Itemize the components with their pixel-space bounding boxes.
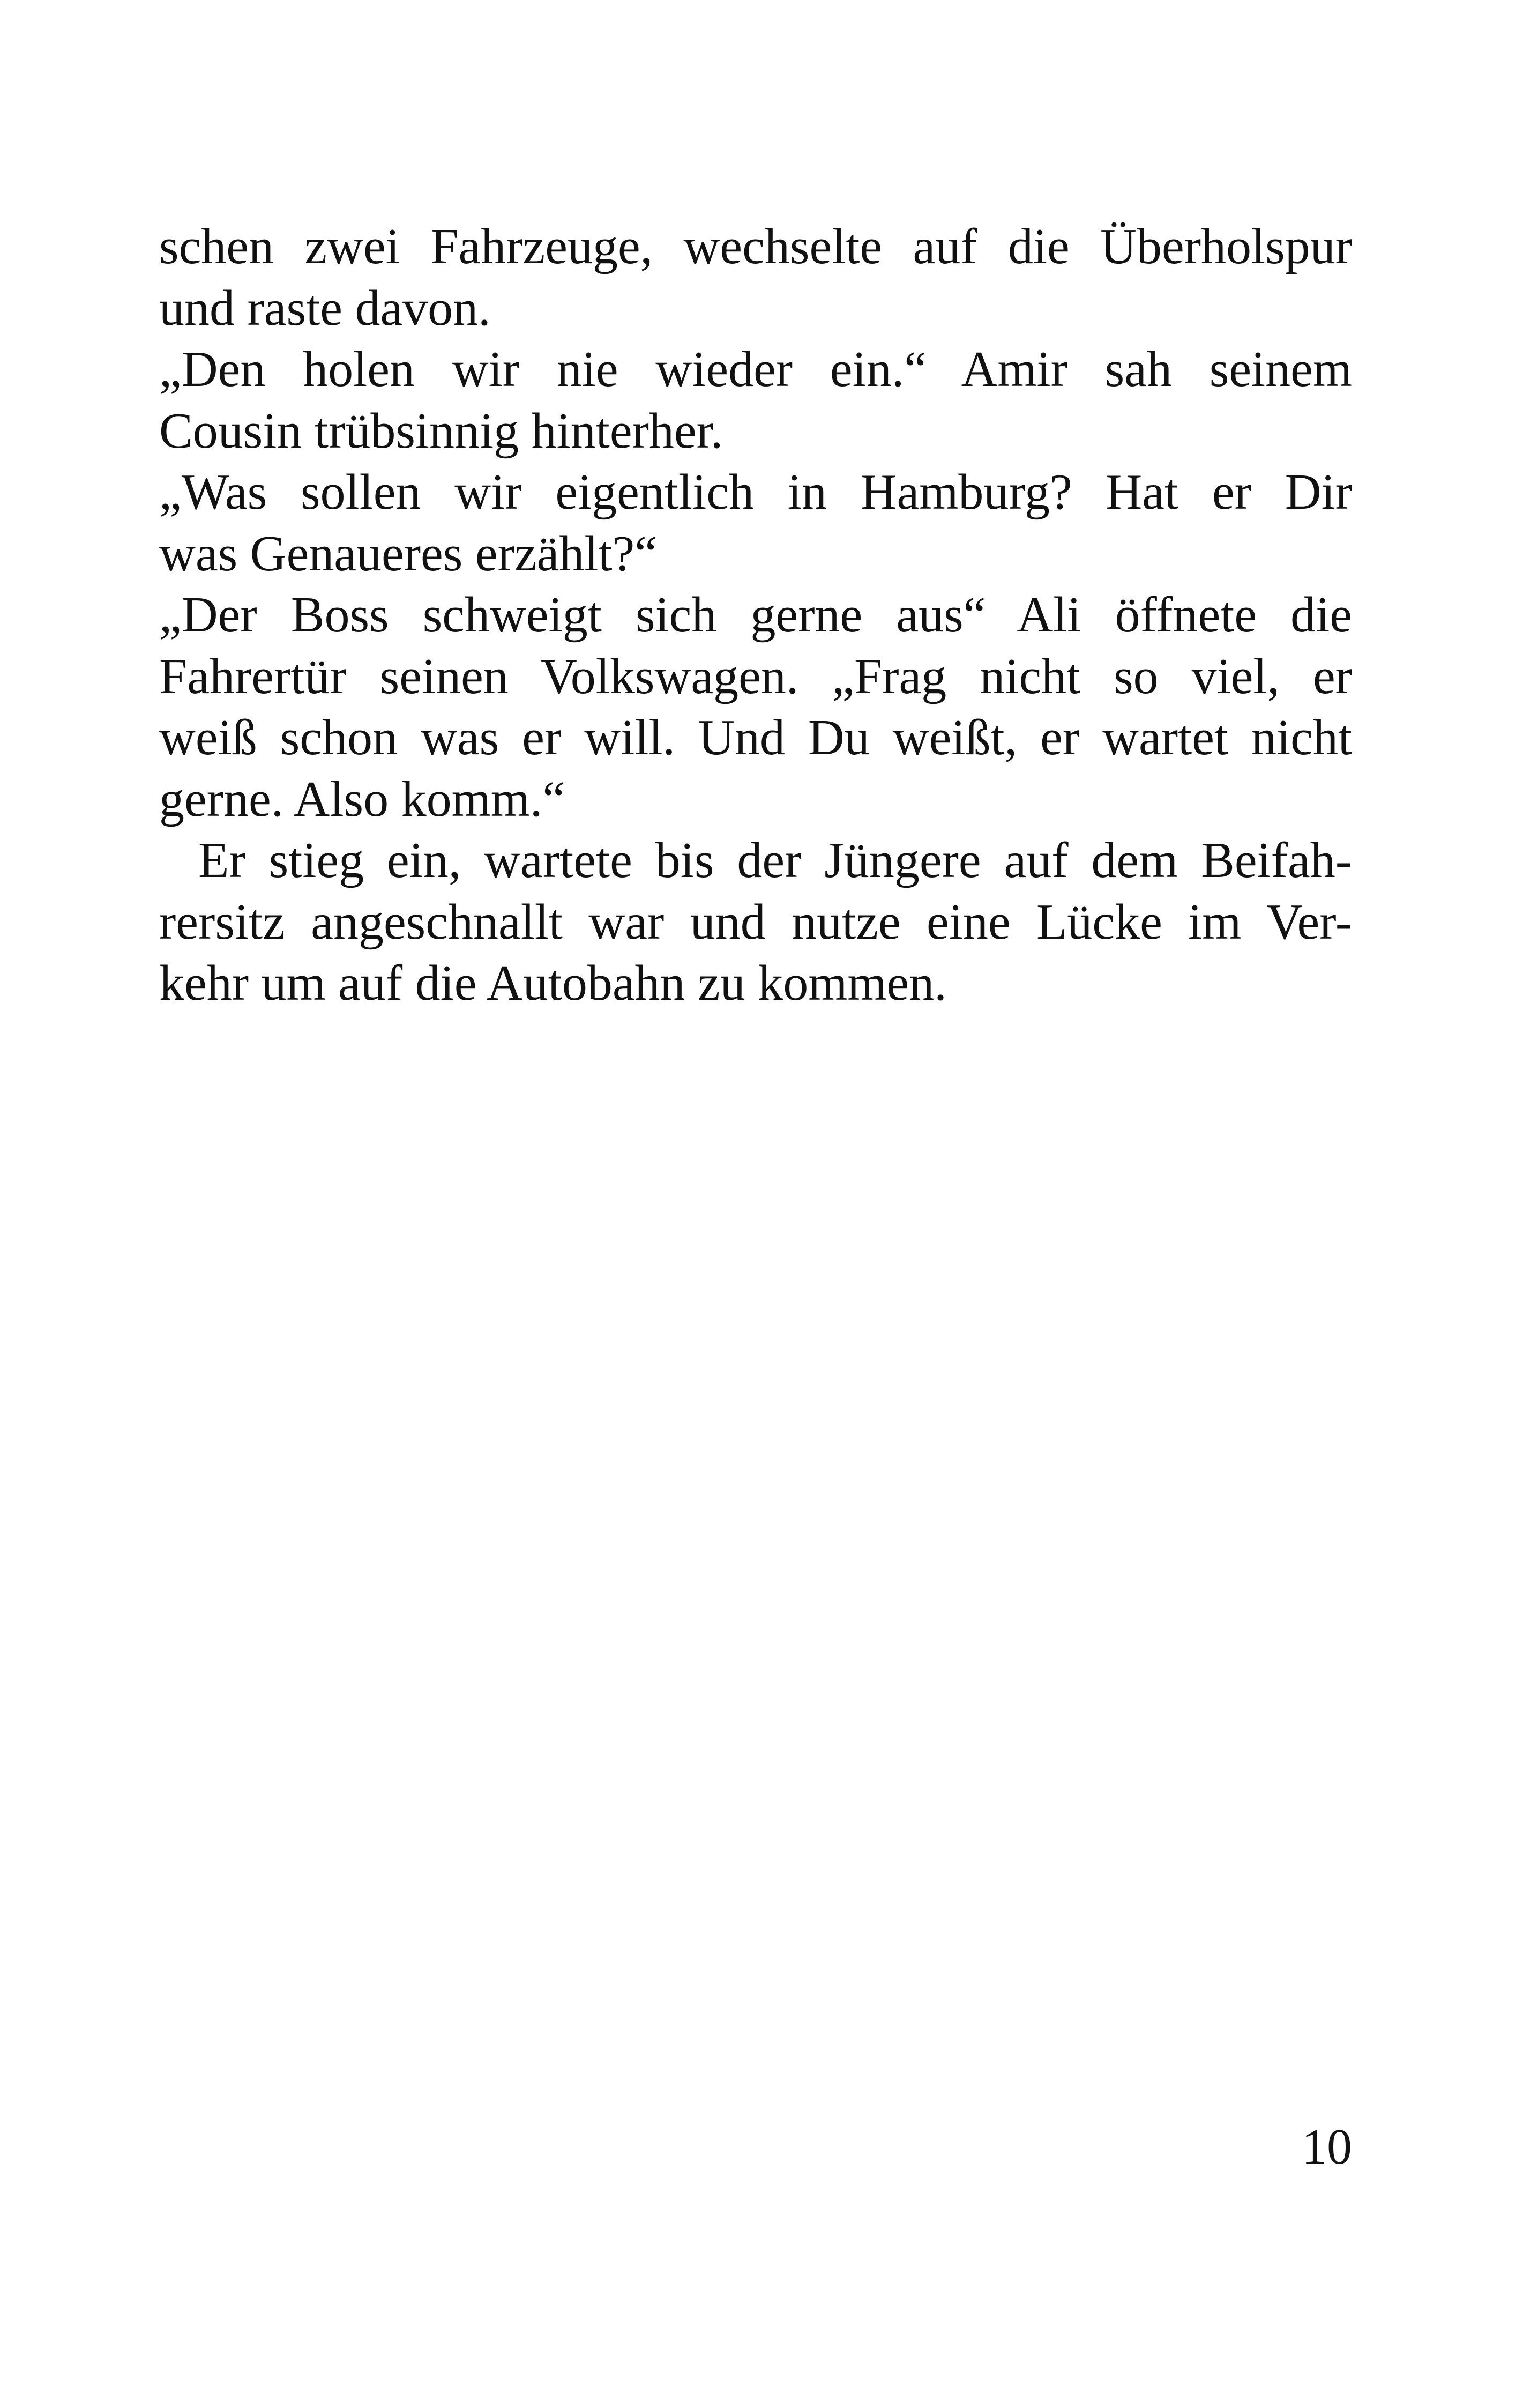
text-line: Er stieg ein, wartete bis der Jüngere auf dem Beifah- [198, 833, 1352, 888]
text-line: Cousin trübsinnig hinterher. [159, 403, 723, 459]
text-line: Fahrertür seinen Volkswagen. „Frag nicht so viel, er [159, 648, 1352, 704]
text-line: „Den holen wir nie wieder ein.“ Amir sah seinem [159, 341, 1352, 397]
body-text [159, 216, 1352, 1014]
text-line: gerne. Also komm.“ [159, 771, 565, 827]
text-line: weiß schon was er will. Und Du weißt, er wartet nicht [159, 710, 1352, 765]
text-line: „Der Boss schweigt sich gerne aus“ Ali öffnete die [159, 587, 1352, 643]
page-number: 10 [1302, 2119, 1352, 2175]
text-line: und raste davon. [159, 280, 491, 336]
text-line: kehr um auf die Autobahn zu kommen. [159, 955, 947, 1011]
text-line: was Genaueres erzählt?“ [159, 525, 657, 582]
text-line: schen zwei Fahrzeuge, wechselte auf die Überholspur [159, 219, 1352, 274]
text-line: rersitz angeschnallt war und nutze eine Lücke im Ver- [159, 894, 1352, 950]
text-line: „Was sollen wir eigentlich in Hamburg? Hat er Dir [159, 464, 1352, 520]
